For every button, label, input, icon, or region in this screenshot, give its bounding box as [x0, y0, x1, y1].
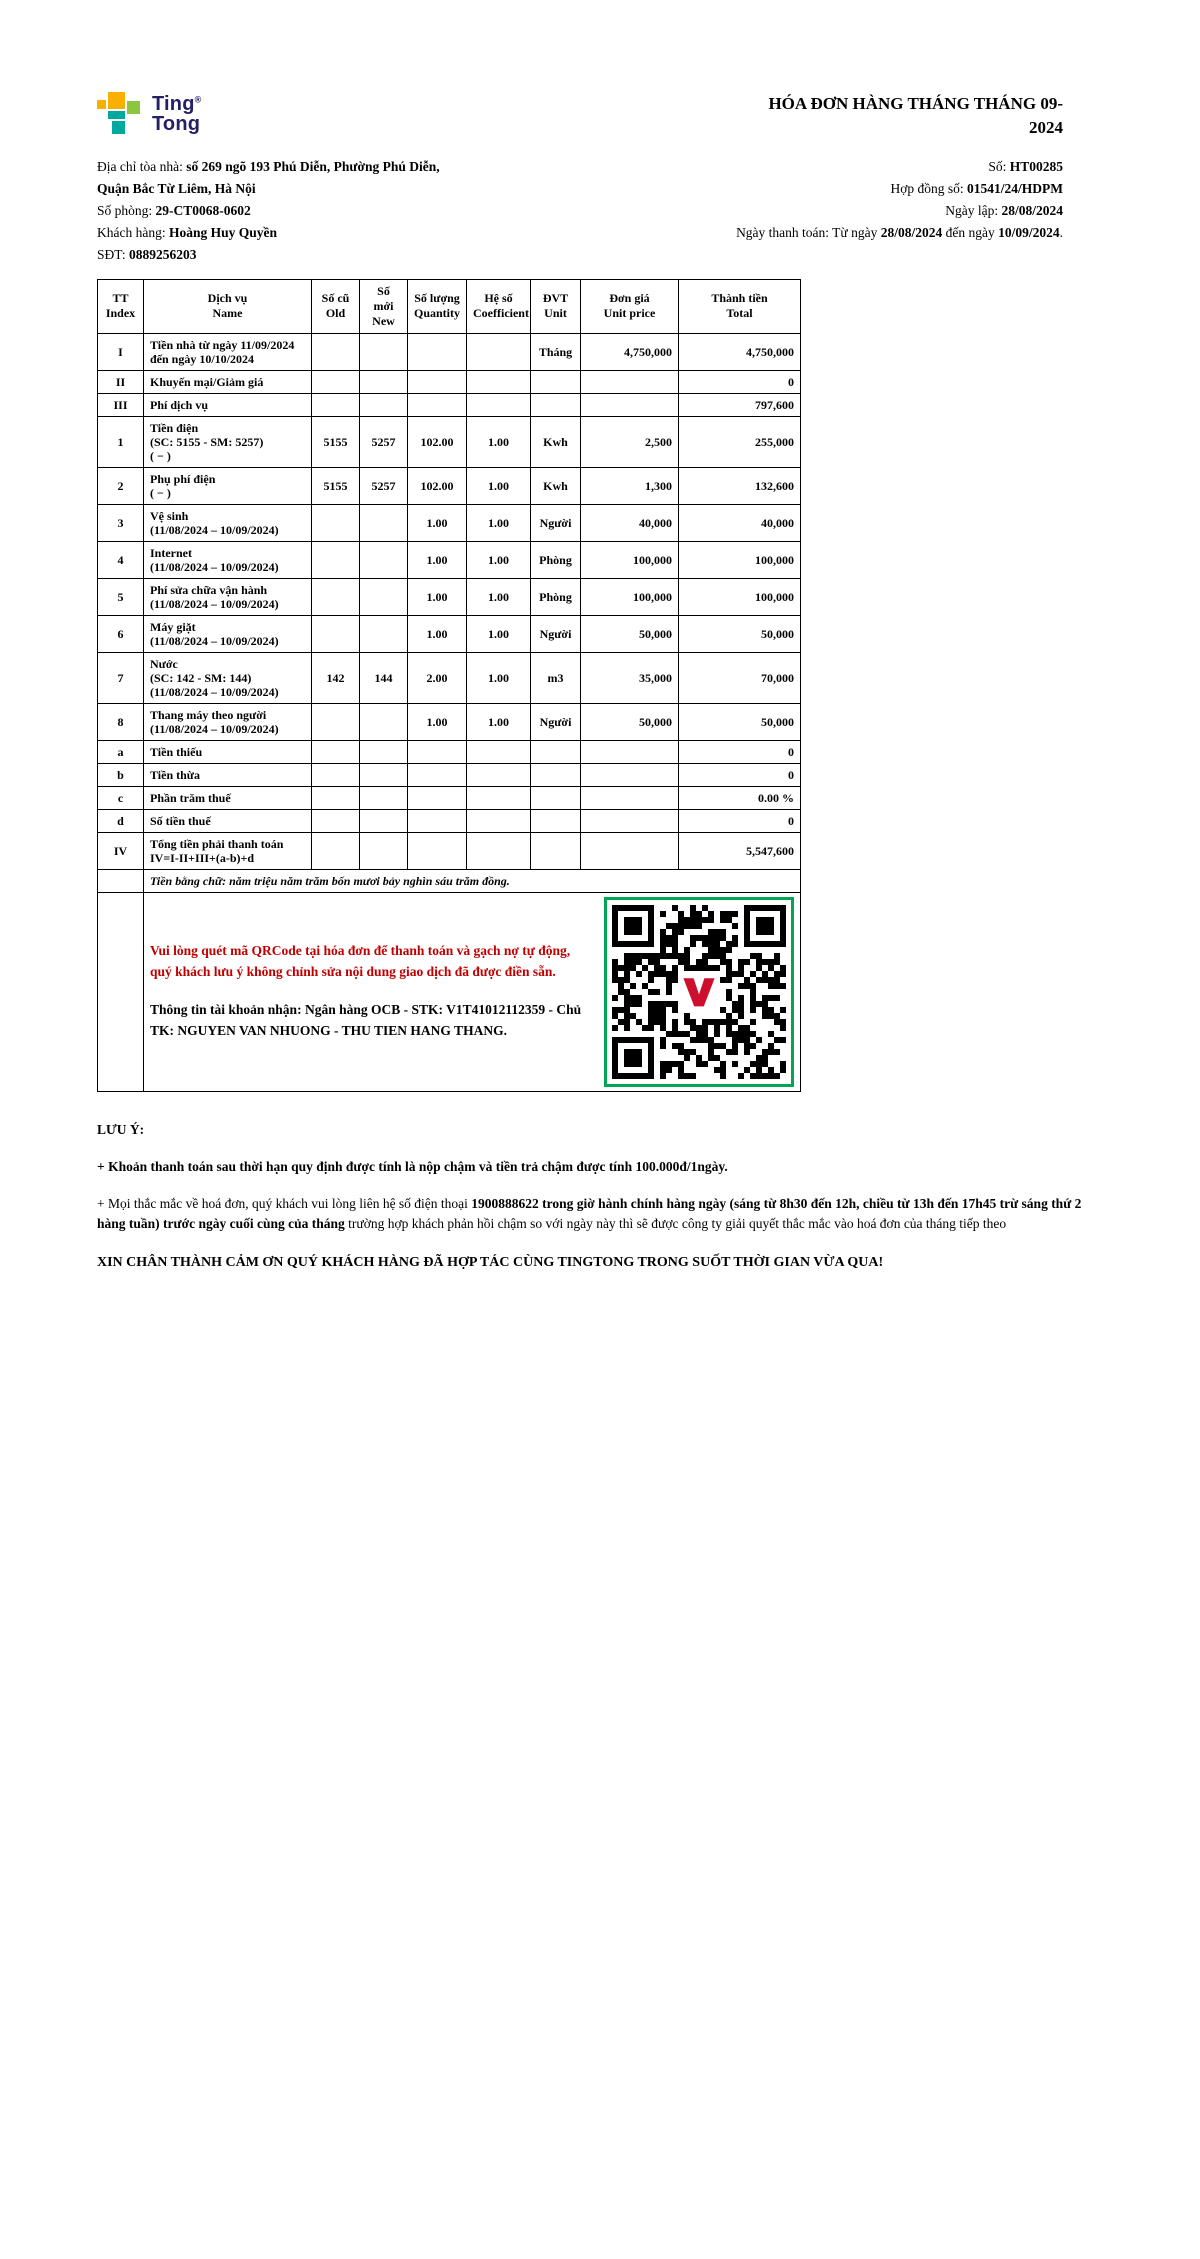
- column-header-total: Thành tiền Total: [679, 279, 801, 333]
- thanks-note-text: XIN CHÂN THÀNH CẢM ƠN QUÝ KHÁCH HÀNG ĐÃ HỢP TÁC CÙNG TINGTONG TRONG SUỐT THỜI GIAN VỪA QUA!: [97, 1254, 884, 1270]
- footer-heading-text: LƯU Ý:: [97, 1121, 145, 1137]
- payment-period-mid: đến ngày: [942, 224, 999, 240]
- cell-unit: [531, 832, 581, 869]
- cell-name: Phần trăm thuế: [144, 786, 312, 809]
- qr-code: [604, 897, 794, 1087]
- cell-old: [312, 333, 360, 370]
- contract-number-value: 01541/24/HDPM: [967, 180, 1063, 196]
- cell-tt: 6: [98, 615, 144, 652]
- table-row: [98, 763, 801, 786]
- cell-old: [312, 615, 360, 652]
- invoice-info-left: [97, 156, 455, 266]
- cell-coef: 1.00: [467, 416, 531, 467]
- column-header-qty: Số lượng Quantity: [408, 279, 467, 333]
- cell-total: 40,000: [679, 504, 801, 541]
- cell-name: Phí dịch vụ: [144, 393, 312, 416]
- cell-old: [312, 541, 360, 578]
- table-row: [98, 333, 801, 370]
- column-header-name: Dịch vụ Name: [144, 279, 312, 333]
- cell-unit: [531, 393, 581, 416]
- cell-total: 4,750,000: [679, 333, 801, 370]
- account-info: [150, 1000, 582, 1042]
- cell-tt: c: [98, 786, 144, 809]
- cell-qty: [408, 809, 467, 832]
- invoice-table-head: [98, 279, 801, 333]
- cell-coef: [467, 763, 531, 786]
- cell-total: 0: [679, 740, 801, 763]
- cell-tt: I: [98, 333, 144, 370]
- cell-qty: [408, 333, 467, 370]
- amount-in-words: [144, 869, 801, 892]
- cell-coef: [467, 333, 531, 370]
- cell-name: Nước (SC: 142 - SM: 144) (11/08/2024 – 10/09/2024): [144, 652, 312, 703]
- cell-qty: [408, 763, 467, 786]
- page-title: [768, 92, 1063, 140]
- cell-name: Vệ sinh (11/08/2024 – 10/09/2024): [144, 504, 312, 541]
- cell-tt: IV: [98, 832, 144, 869]
- phone-number-label: SĐT:: [97, 246, 129, 262]
- cell-old: [312, 809, 360, 832]
- table-row: [98, 416, 801, 467]
- cell-name: Số tiền thuế: [144, 809, 312, 832]
- cell-price: [581, 809, 679, 832]
- page-title-line1: HÓA ĐƠN HÀNG THÁNG THÁNG 09-: [768, 94, 1063, 113]
- invoice-number-value: HT00285: [1009, 158, 1063, 174]
- cell-total: 255,000: [679, 416, 801, 467]
- cell-total: 132,600: [679, 467, 801, 504]
- cell-qty: [408, 740, 467, 763]
- cell-new: [360, 578, 408, 615]
- amount-in-words-label: Tiền bằng chữ:: [150, 873, 230, 888]
- cell-new: 144: [360, 652, 408, 703]
- cell-unit: Kwh: [531, 416, 581, 467]
- building-address-label: Địa chỉ tòa nhà:: [97, 158, 187, 174]
- cell-old: [312, 740, 360, 763]
- payment-period-end: .: [1059, 224, 1063, 240]
- cell-price: 4,750,000: [581, 333, 679, 370]
- cell-old: [312, 832, 360, 869]
- customer-name-label: Khách hàng:: [97, 224, 169, 240]
- brand-name: [152, 94, 202, 134]
- table-header-row: [98, 279, 801, 333]
- contact-note-part3: trường hợp khách phản hồi chậm so với ngày này thì sẽ được công ty giải quyết thắc mắc vào hoá đơn của tháng tiếp theo: [348, 1216, 1007, 1232]
- table-row: [98, 652, 801, 703]
- cell-tt: a: [98, 740, 144, 763]
- cell-name: Tiền nhà từ ngày 11/09/2024 đến ngày 10/10/2024: [144, 333, 312, 370]
- cell-unit: [531, 809, 581, 832]
- cell-total: 100,000: [679, 541, 801, 578]
- cell-coef: 1.00: [467, 504, 531, 541]
- cell-new: [360, 809, 408, 832]
- account-number-value: V1T41012112359: [446, 1001, 546, 1017]
- column-header-new: Số mới New: [360, 279, 408, 333]
- cell-coef: [467, 832, 531, 869]
- contract-number: [736, 178, 1063, 200]
- column-header-unit: ĐVT Unit: [531, 279, 581, 333]
- cell-name: Phí sửa chữa vận hành (11/08/2024 – 10/09/2024): [144, 578, 312, 615]
- cell-unit: Người: [531, 703, 581, 740]
- cell-price: 50,000: [581, 703, 679, 740]
- contact-note-part1: + Mọi thắc mắc về hoá đơn, quý khách vui lòng liên hệ số điện thoại: [97, 1196, 472, 1212]
- cell-total: 0.00 %: [679, 786, 801, 809]
- qr-svg: [612, 905, 786, 1079]
- cell-name: Khuyến mại/Giảm giá: [144, 370, 312, 393]
- cell-name: Tiền điện (SC: 5155 - SM: 5257) ( − ): [144, 416, 312, 467]
- table-row: [98, 370, 801, 393]
- cell-tt: 7: [98, 652, 144, 703]
- contact-note-hotline: 1900888622 trong giờ hành chính hàng ngày (sáng từ 8h30 đến 12h, chiều từ 13h đến 17h45 trừ sáng thứ 2 hàng tuần): [97, 1196, 1082, 1232]
- invoice-table-foot: [98, 869, 801, 1091]
- cell-coef: 1.00: [467, 652, 531, 703]
- cell-qty: [408, 786, 467, 809]
- account-holder-label: - Chủ TK:: [150, 1001, 582, 1038]
- cell-old: 5155: [312, 416, 360, 467]
- cell-price: 100,000: [581, 541, 679, 578]
- issue-date-label: Ngày lập:: [945, 202, 1002, 218]
- cell-new: [360, 615, 408, 652]
- cell-unit: [531, 763, 581, 786]
- cell-name: Tiền thiếu: [144, 740, 312, 763]
- cell-name: Thang máy theo người (11/08/2024 – 10/09/2024): [144, 703, 312, 740]
- late-payment-note: [97, 1157, 1103, 1177]
- column-header-old: Số cũ Old: [312, 279, 360, 333]
- cell-coef: [467, 786, 531, 809]
- cell-qty: 1.00: [408, 615, 467, 652]
- cell-unit: Phòng: [531, 541, 581, 578]
- cell-tt: d: [98, 809, 144, 832]
- cell-old: [312, 370, 360, 393]
- qr-instruction: Vui lòng quét mã QRCode tại hóa đơn để thanh toán và gạch nợ tự động, quý khách lưu ý không chỉnh sửa nội dung giao dịch đã được điền sẵn.: [150, 943, 571, 979]
- cell-tt: b: [98, 763, 144, 786]
- table-row: [98, 786, 801, 809]
- qr-section-texts: [150, 941, 582, 1041]
- cell-qty: 1.00: [408, 541, 467, 578]
- cell-qty: [408, 370, 467, 393]
- cell-price: 100,000: [581, 578, 679, 615]
- cell-price: [581, 370, 679, 393]
- cell-name: Internet (11/08/2024 – 10/09/2024): [144, 541, 312, 578]
- account-info-end: .: [503, 1022, 507, 1038]
- room-number-value: 29-CT0068-0602: [155, 202, 251, 218]
- cell-name: Máy giặt (11/08/2024 – 10/09/2024): [144, 615, 312, 652]
- cell-unit: Phòng: [531, 578, 581, 615]
- brand-tong: Tong: [152, 113, 201, 135]
- qr-row-spacer: [98, 892, 144, 1091]
- invoice-table: [97, 279, 801, 1092]
- table-row: [98, 809, 801, 832]
- cell-price: [581, 832, 679, 869]
- cell-new: [360, 832, 408, 869]
- table-row: [98, 703, 801, 740]
- cell-price: [581, 786, 679, 809]
- cell-total: 0: [679, 763, 801, 786]
- contract-number-label: Hợp đồng số:: [890, 180, 967, 196]
- cell-total: 5,547,600: [679, 832, 801, 869]
- cell-tt: 5: [98, 578, 144, 615]
- invoice-table-body: [98, 333, 801, 869]
- cell-qty: [408, 393, 467, 416]
- customer-name-value: Hoàng Huy Quyền: [168, 224, 278, 240]
- payment-period: [736, 222, 1063, 244]
- cell-new: [360, 541, 408, 578]
- cell-new: [360, 763, 408, 786]
- cell-tt: 4: [98, 541, 144, 578]
- cell-new: [360, 393, 408, 416]
- cell-qty: 102.00: [408, 416, 467, 467]
- cell-price: 2,500: [581, 416, 679, 467]
- cell-coef: 1.00: [467, 615, 531, 652]
- cell-coef: [467, 809, 531, 832]
- column-header-coef: Hệ số Coefficient: [467, 279, 531, 333]
- thanks-note: [97, 1252, 1103, 1273]
- cell-old: [312, 504, 360, 541]
- cell-qty: 2.00: [408, 652, 467, 703]
- cell-new: [360, 333, 408, 370]
- cell-coef: 1.00: [467, 467, 531, 504]
- building-address: [97, 156, 455, 200]
- payment-from-value: 28/08/2024: [880, 224, 943, 240]
- cell-price: [581, 393, 679, 416]
- account-holder-value: NGUYEN VAN NHUONG - THU TIEN HANG THANG: [177, 1022, 504, 1038]
- cell-new: [360, 504, 408, 541]
- cell-old: 142: [312, 652, 360, 703]
- cell-name: Phụ phí điện ( − ): [144, 467, 312, 504]
- cell-price: 1,300: [581, 467, 679, 504]
- cell-qty: 1.00: [408, 504, 467, 541]
- amount-in-words-value: năm triệu năm trăm bốn mươi bảy nghìn sáu trăm đồng.: [229, 873, 510, 888]
- cell-tt: 2: [98, 467, 144, 504]
- cell-tt: 3: [98, 504, 144, 541]
- late-payment-note-text: + Khoản thanh toán sau thời hạn quy định được tính là nộp chậm và tiền trả chậm được tính 100.000đ/1ngày.: [97, 1158, 728, 1174]
- cell-old: [312, 763, 360, 786]
- cell-price: 35,000: [581, 652, 679, 703]
- cell-total: 797,600: [679, 393, 801, 416]
- cell-new: [360, 370, 408, 393]
- brand-ting: Ting: [152, 93, 195, 115]
- table-row: [98, 740, 801, 763]
- cell-coef: [467, 393, 531, 416]
- cell-qty: 1.00: [408, 703, 467, 740]
- column-header-tt: TT Index: [98, 279, 144, 333]
- cell-coef: [467, 740, 531, 763]
- table-row: [98, 504, 801, 541]
- cell-unit: Kwh: [531, 467, 581, 504]
- cell-price: 50,000: [581, 615, 679, 652]
- cell-unit: m3: [531, 652, 581, 703]
- phone-number-value: 0889256203: [128, 246, 197, 262]
- cell-unit: Người: [531, 504, 581, 541]
- cell-unit: Tháng: [531, 333, 581, 370]
- cell-unit: [531, 740, 581, 763]
- cell-old: [312, 578, 360, 615]
- contact-note: [97, 1194, 1103, 1235]
- cell-price: 40,000: [581, 504, 679, 541]
- payment-period-label: Ngày thanh toán: Từ ngày: [736, 224, 881, 240]
- cell-coef: [467, 370, 531, 393]
- cell-tt: III: [98, 393, 144, 416]
- cell-tt: 1: [98, 416, 144, 467]
- phone-number: [97, 244, 455, 266]
- cell-total: 0: [679, 370, 801, 393]
- cell-qty: [408, 832, 467, 869]
- page-title-line2: 2024: [1029, 117, 1063, 137]
- amount-in-words-row: [98, 869, 801, 892]
- header: [97, 92, 1063, 140]
- qr-row: [98, 892, 801, 1091]
- amount-in-words-spacer: [98, 869, 144, 892]
- cell-new: 5257: [360, 416, 408, 467]
- cell-coef: 1.00: [467, 541, 531, 578]
- invoice-number-label: Số:: [988, 158, 1010, 174]
- cell-total: 0: [679, 809, 801, 832]
- account-info-label: Thông tin tài khoản nhận: Ngân hàng OCB - STK:: [150, 1001, 447, 1017]
- room-number: [97, 200, 455, 222]
- cell-qty: 102.00: [408, 467, 467, 504]
- cell-old: [312, 786, 360, 809]
- cell-coef: 1.00: [467, 578, 531, 615]
- cell-coef: 1.00: [467, 703, 531, 740]
- cell-total: 70,000: [679, 652, 801, 703]
- cell-name: Tổng tiền phải thanh toán IV=I-II+III+(a-b)+d: [144, 832, 312, 869]
- payment-to-value: 10/09/2024: [998, 224, 1060, 240]
- customer-name: [97, 222, 455, 244]
- cell-old: [312, 393, 360, 416]
- building-address-value: số 269 ngõ 193 Phú Diễn, Phường Phú Diễn, Quận Bắc Từ Liêm, Hà Nội: [97, 158, 440, 196]
- cell-qty: 1.00: [408, 578, 467, 615]
- cell-unit: [531, 370, 581, 393]
- cell-unit: [531, 786, 581, 809]
- cell-total: 50,000: [679, 703, 801, 740]
- footer-notes: [97, 1120, 1103, 1273]
- footer-heading: [97, 1120, 1103, 1140]
- cell-price: [581, 763, 679, 786]
- table-row: [98, 832, 801, 869]
- invoice-number: [736, 156, 1063, 178]
- invoice-info: [97, 156, 1063, 266]
- column-header-price: Đơn giá Unit price: [581, 279, 679, 333]
- table-row: [98, 541, 801, 578]
- cell-total: 50,000: [679, 615, 801, 652]
- cell-new: [360, 786, 408, 809]
- table-row: [98, 578, 801, 615]
- registered-mark: ®: [194, 94, 202, 105]
- room-number-label: Số phòng:: [97, 202, 156, 218]
- cell-tt: 8: [98, 703, 144, 740]
- cell-name: Tiền thừa: [144, 763, 312, 786]
- cell-tt: II: [98, 370, 144, 393]
- table-row: [98, 467, 801, 504]
- cell-new: 5257: [360, 467, 408, 504]
- tingtong-logo-icon: [97, 92, 143, 136]
- issue-date-value: 28/08/2024: [1001, 202, 1063, 218]
- issue-date: [736, 200, 1063, 222]
- invoice-info-right: [736, 156, 1063, 266]
- qr-section: [144, 892, 801, 1091]
- table-row: [98, 393, 801, 416]
- tingtong-logo: [97, 92, 202, 136]
- cell-total: 100,000: [679, 578, 801, 615]
- contact-note-deadline: trước ngày cuối cùng của tháng: [159, 1216, 349, 1232]
- cell-price: [581, 740, 679, 763]
- cell-old: 5155: [312, 467, 360, 504]
- cell-new: [360, 740, 408, 763]
- cell-old: [312, 703, 360, 740]
- table-row: [98, 615, 801, 652]
- cell-new: [360, 703, 408, 740]
- cell-unit: Người: [531, 615, 581, 652]
